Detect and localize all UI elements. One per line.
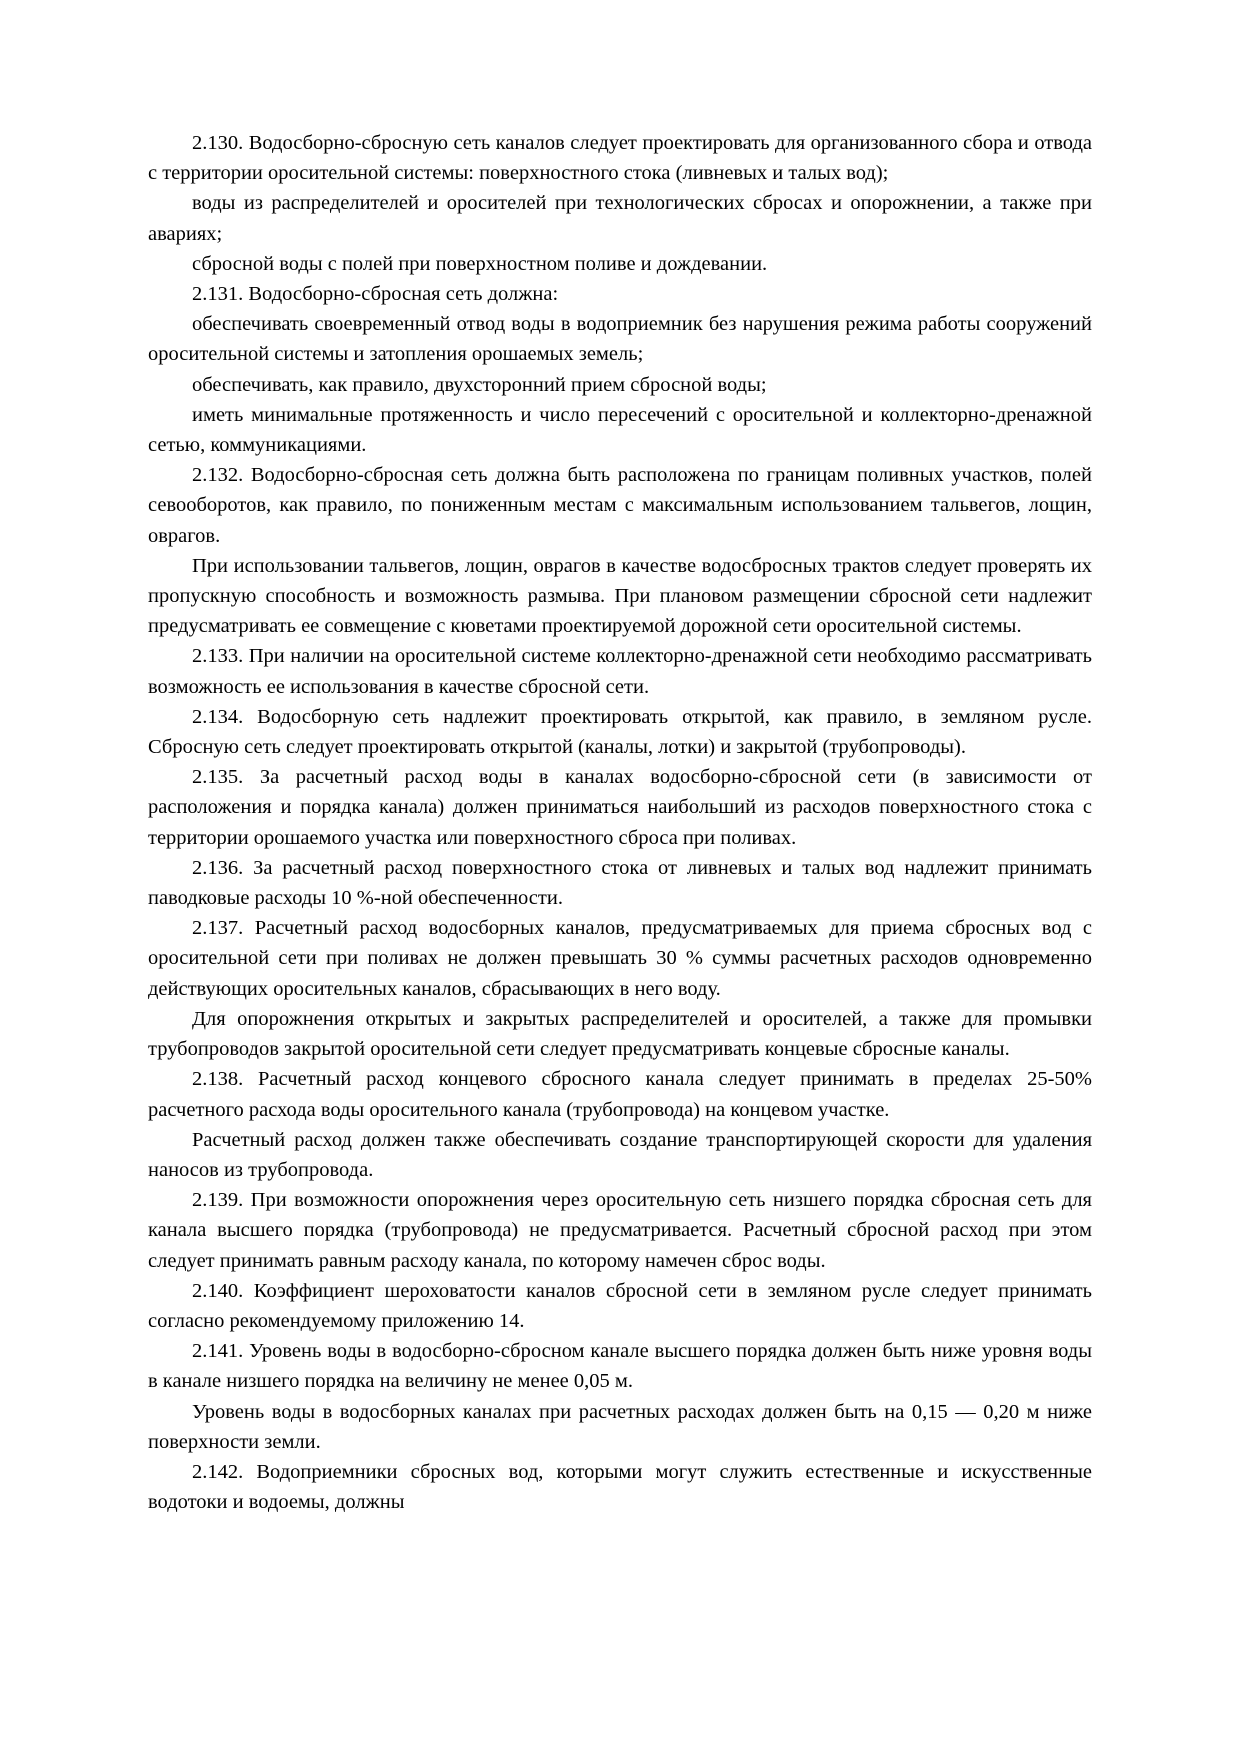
paragraph: 2.131. Водосборно-сбросная сеть должна: [192,283,559,306]
paragraph: 2.139. При возможности опорожнения через оросительную сеть низшего порядка сбросная сеть для канала высшего порядка (трубопровода) не предусматривается. Расчетный сбросной расход при этом следует принимать равным расходу канала, по которому намечен сброс воды. [148,1189,1092,1272]
paragraph: 2.138. Расчетный расход концевого сбросного канала следует принимать в пределах 25-50% расчетного расхода воды оросительного канала (трубопровода) на концевом участке. [148,1068,1092,1121]
paragraph: обеспечивать, как правило, двухсторонний прием сбросной воды; [192,373,767,396]
document-body [148,128,1092,1517]
paragraph: 2.142. Водоприемники сбросных вод, которыми могут служить естественные и искусственные водотоки и водоемы, должны [148,1460,1092,1514]
paragraph: 2.141. Уровень воды в водосборно-сбросном канале высшего порядка должен быть ниже уровня воды в канале низшего порядка на величину не менее 0,05 м. [148,1340,1092,1393]
paragraph: 2.133. При наличии на оросительной системе коллекторно-дренажной сети необходимо рассматривать возможность ее использования в качестве сбросной сети. [148,645,1092,698]
paragraph: 2.135. За расчетный расход воды в каналах водосборно-сбросной сети (в зависимости от расположения и порядка канала) должен приниматься наибольший из расходов поверхностного стока с территории орошаемого участка или поверхностного сброса при поливах. [148,766,1092,849]
paragraph: При использовании тальвегов, лощин, оврагов в качестве водосбросных трактов следует проверять их пропускную способность и возможность размыва. При плановом размещении сбросной сети надлежит предусматривать ее совмещение с кюветами проектируемой дорожной сети оросительной системы. [148,554,1092,638]
paragraph: воды из распределителей и оросителей при технологических сбросах и опорожнении, а также при авариях; [148,192,1092,245]
paragraph: сбросной воды с полей при поверхностном поливе и дождевании. [192,252,768,275]
paragraph: 2.136. За расчетный расход поверхностного стока от ливневых и талых вод надлежит принимать паводковые расходы 10 %-ной обеспеченности. [148,856,1092,910]
paragraph: Расчетный расход должен также обеспечивать создание транспортирующей скорости для удаления наносов из трубопровода. [148,1128,1092,1181]
paragraph: 2.134. Водосборную сеть надлежит проектировать открытой, как правило, в земляном русле. Сбросную сеть следует проектировать открытой (каналы, лотки) и закрытой (трубопроводы). [148,705,1092,759]
paragraph: 2.140. Коэффициент шероховатости каналов сбросной сети в земляном русле следует принимать согласно рекомендуемому приложению 14. [148,1279,1092,1332]
paragraph: Уровень воды в водосборных каналах при расчетных расходах должен быть на 0,15 — 0,20 м ниже поверхности земли. [148,1400,1092,1453]
paragraph: Для опорожнения открытых и закрытых распределителей и оросителей, а также для промывки трубопроводов закрытой оросительной сети следует предусматривать концевые сбросные каналы. [148,1007,1092,1061]
paragraph: 2.137. Расчетный расход водосборных каналов, предусматриваемых для приема сбросных вод с оросительной сети при поливах не должен превышать 30 % суммы расчетных расходов одновременно действующих оросительных каналов, сбрасывающих в него воду. [148,917,1092,1000]
paragraph: обеспечивать своевременный отвод воды в водоприемник без нарушения режима работы сооружений оросительной системы и затопления орошаемых земель; [148,313,1092,366]
paragraph: иметь минимальные протяженность и число пересечений с оросительной и коллекторно-дренажной сетью, коммуникациями. [148,403,1092,457]
paragraph: 2.132. Водосборно-сбросная сеть должна быть расположена по границам поливных участков, полей севооборотов, как правило, по пониженным местам с максимальным использованием тальвегов, лощин, оврагов. [148,464,1092,547]
paragraph: 2.130. Водосборно-сбросную сеть каналов следует проектировать для организованного сбора и отвода с территории оросительной системы: поверхностного стока (ливневых и талых вод); [148,132,1092,185]
